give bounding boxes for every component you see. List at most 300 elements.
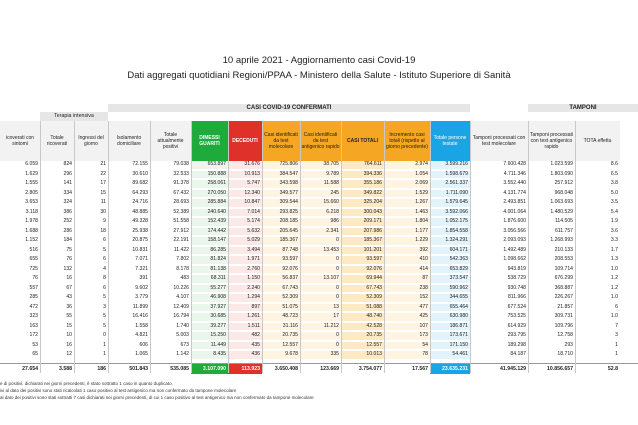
table-cell: 208.553 (554, 256, 573, 262)
totals-cell: 186 (97, 366, 106, 372)
table-cell: 1.978 (25, 218, 38, 224)
table-cell: 11.449 (191, 342, 228, 350)
table-cell: 1.150 (228, 275, 262, 283)
table-cell: 173 (384, 332, 430, 340)
column-divider (300, 121, 301, 373)
table-cell: 614.929 (507, 322, 526, 329)
table-cell: 410 (384, 256, 430, 264)
table-cell: 344.655 (430, 294, 470, 302)
footnote-1: e di positivi, dichiarati nei giorni precedenti, è stato sottratto 1 caso in quanto duplicato. (0, 381, 173, 386)
table-cell: 56.837 (262, 275, 300, 283)
table-cell: 55.277 (191, 285, 228, 293)
table-cell: 9.678 (262, 351, 300, 359)
table-cell: 52.309 (262, 294, 300, 302)
table-cell: 3.3 (610, 237, 618, 243)
table-row (0, 161, 638, 169)
table-cell: 20.735 (341, 332, 384, 340)
table-cell: 92.076 (262, 266, 300, 274)
table-cell: 1.529 (384, 190, 430, 198)
table-cell: 0 (300, 342, 341, 350)
table-cell: 1.579.645 (430, 199, 470, 207)
totals-cell: 3.588 (59, 366, 72, 372)
table-cell: 3.056.566 (503, 227, 526, 234)
table-cell: 653.897 (191, 161, 228, 169)
table-cell: 12.557 (262, 342, 300, 350)
table-cell: 2.493.851 (503, 199, 526, 205)
column-header-6: DECEDUTI (228, 121, 262, 161)
table-cell: 5 (103, 246, 106, 253)
table-cell: 189.298 (507, 341, 526, 348)
totals-cell: 3.107.090 (191, 364, 228, 374)
table-cell: 285 (29, 294, 38, 300)
table-cell: 516 (29, 246, 38, 253)
table-cell: 0 (300, 256, 341, 264)
table-cell: 152.439 (191, 218, 228, 226)
table-cell: 2.341 (300, 228, 341, 236)
table-row (0, 228, 638, 236)
table-cell: 54.461 (430, 351, 470, 359)
table-cell: 4.711.346 (503, 170, 526, 177)
table-cell: 335 (300, 351, 341, 359)
table-cell: 9.602 (135, 284, 148, 291)
table-cell: 185.367 (262, 237, 300, 245)
table-cell: 8.435 (191, 351, 228, 359)
table-cell: 0 (103, 332, 106, 338)
column-header-7: Casi identificati da test molecolare (262, 121, 300, 161)
table-cell: 1.268.993 (550, 237, 573, 243)
table-cell: 16 (66, 341, 72, 348)
column-divider (40, 121, 41, 373)
table-cell: 1.324.291 (430, 237, 470, 245)
totals-cell: 123.669 (320, 366, 339, 372)
table-cell: 7 (615, 322, 618, 329)
totals-cell: 23.635.231 (430, 364, 470, 374)
table-cell: 3.552.440 (503, 180, 526, 186)
totals-cell: 17.567 (412, 366, 428, 372)
table-cell: 1.261 (228, 313, 262, 321)
table-cell: 1.740 (176, 322, 189, 329)
table-cell: 12.340 (228, 190, 262, 198)
table-cell: 653.829 (430, 266, 470, 274)
totals-cell: 501.843 (129, 366, 148, 372)
table-cell: 2.561.337 (430, 180, 470, 188)
column-header-10: Incremento casi totali (rispetto al giorno precedente) (384, 121, 430, 161)
table-cell: 86.285 (191, 247, 228, 255)
table-cell: 93.597 (341, 256, 384, 264)
table-cell: 13 (300, 304, 341, 312)
table-cell: 76 (66, 256, 72, 262)
table-cell: 1.804 (384, 218, 430, 226)
table-cell: 373.547 (430, 275, 470, 283)
table-row (0, 266, 638, 274)
table-cell: 6.218 (300, 209, 341, 217)
table-cell: 482 (228, 332, 262, 340)
table-cell: 293 (564, 341, 573, 348)
table-cell: 368.887 (554, 284, 573, 291)
table-cell: 1.629 (25, 170, 38, 177)
table-cell: 21 (100, 161, 106, 167)
totals-cell: 3.650.408 (274, 366, 298, 372)
table-cell: 27.912 (173, 227, 189, 234)
table-cell: 89.682 (132, 180, 148, 186)
table-row (0, 275, 638, 283)
group-casi-confermati: CASI COVID-19 CONFERMATI (108, 104, 470, 112)
table-cell: 677.524 (507, 303, 526, 310)
column-header-9: CASI TOTALI (341, 121, 384, 161)
table-cell: 4.821 (135, 332, 148, 338)
table-cell: 93.597 (262, 256, 300, 264)
table-cell: 1.463 (384, 209, 430, 217)
table-cell: 355.186 (341, 180, 384, 188)
column-header-0: icoverati con sintomi (0, 121, 40, 161)
table-cell: 46.908 (191, 294, 228, 302)
table-cell: 483 (180, 275, 189, 281)
table-cell: 48.723 (262, 313, 300, 321)
table-cell: 20.875 (132, 237, 148, 243)
table-cell: 0 (300, 294, 341, 302)
table-cell: 8.6 (610, 161, 618, 167)
column-header-5: DIMESSI GUARITI (191, 121, 228, 161)
table-cell: 245 (300, 190, 341, 198)
table-cell: 4 (103, 265, 106, 272)
column-header-11: Totale persone testate (430, 121, 470, 161)
table-cell: 69.944 (341, 275, 384, 283)
table-cell: 67 (66, 284, 72, 291)
column-divider (470, 121, 471, 373)
table-cell: 209.171 (341, 218, 384, 226)
table-cell: 630.980 (430, 313, 470, 321)
column-divider (575, 121, 576, 373)
table-cell: 2.805 (25, 189, 38, 196)
table-cell: 1.023.599 (550, 161, 573, 167)
table-cell: 1.177 (384, 228, 430, 236)
table-cell: 270.050 (191, 190, 228, 198)
table-cell: 725.806 (262, 161, 300, 169)
table-cell: 92.076 (341, 266, 384, 274)
table-cell: 7.071 (135, 256, 148, 262)
table-cell: 109.796 (554, 322, 573, 329)
table-cell: 1.063.693 (550, 199, 573, 205)
table-cell: 897 (228, 304, 262, 312)
table-cell: 24.716 (132, 199, 148, 205)
table-cell: 1.152 (25, 237, 38, 243)
table-cell: 75 (66, 246, 72, 253)
table-cell: 4.107 (176, 294, 189, 300)
table-cell: 39.277 (191, 323, 228, 331)
table-row (0, 323, 638, 331)
table-cell: 753.525 (507, 313, 526, 319)
table-cell: 150.888 (191, 171, 228, 179)
table-cell: 606 (139, 341, 148, 348)
table-cell: 590.962 (430, 285, 470, 293)
table-cell: 286 (63, 227, 72, 234)
column-divider (262, 121, 263, 373)
table-cell: 3.5 (610, 199, 618, 205)
table-cell: 240.640 (191, 209, 228, 217)
table-cell: 435 (228, 342, 262, 350)
table-cell: 49.328 (132, 218, 148, 224)
table-cell: 1.2 (610, 284, 618, 291)
table-cell: 1.0 (610, 294, 618, 300)
table-row (0, 237, 638, 245)
table-cell: 72.155 (132, 161, 148, 167)
table-cell: 51.075 (262, 304, 300, 312)
table-cell: 1.480.529 (550, 208, 573, 215)
table-cell: 436 (228, 351, 262, 359)
table-cell: 325.204 (341, 199, 384, 207)
table-cell: 1.2 (610, 275, 618, 281)
footnote-3: al dato dei positivi sono stati sottratti 7 casi dichiarati nei giorni precedenti, di cui 1 caso positivo al test antigenico ma non confermato da tampone molecolare (0, 395, 314, 400)
table-cell: 414 (384, 266, 430, 274)
table-cell: 10.831 (132, 246, 148, 253)
table-cell: 343.598 (262, 180, 300, 188)
table-cell: 309.544 (262, 199, 300, 207)
table-cell: 3 (615, 332, 618, 338)
table-cell: 5 (103, 313, 106, 319)
column-divider (150, 121, 151, 373)
table-cell: 6 (103, 256, 106, 262)
table-cell: 38.705 (300, 161, 341, 169)
table-cell: 8.178 (176, 265, 189, 272)
table-cell: 205.645 (262, 228, 300, 236)
table-cell: 15.250 (191, 332, 228, 340)
table-cell: 334 (63, 189, 72, 196)
table-cell: 17 (100, 180, 106, 186)
table-row (0, 247, 638, 255)
table-cell: 15 (66, 322, 72, 329)
table-cell: 81.824 (191, 256, 228, 264)
table-cell: 3.8 (610, 180, 618, 186)
totals-cell: 41.945.129 (500, 366, 526, 372)
totals-cell: 52.8 (607, 366, 618, 372)
table-cell: 1 (103, 341, 106, 348)
table-cell: 107 (384, 323, 430, 331)
table-cell: 824 (63, 161, 72, 167)
table-cell: 1.803.090 (550, 170, 573, 177)
table-cell: 930.748 (507, 284, 526, 291)
table-cell: 1.854.558 (430, 228, 470, 236)
table-cell: 174.442 (191, 228, 228, 236)
table-cell: 141 (63, 180, 72, 186)
table-cell: 392 (384, 247, 430, 255)
table-cell: 25.938 (132, 227, 148, 234)
table-cell: 258.061 (191, 180, 228, 188)
table-cell: 323 (29, 313, 38, 319)
table-cell: 12 (66, 351, 72, 357)
table-row (0, 342, 638, 350)
table-cell: 185.367 (341, 237, 384, 245)
table-cell: 0 (300, 285, 341, 293)
table-cell: 425 (384, 313, 430, 321)
table-cell: 6.059 (25, 161, 38, 167)
column-divider (108, 121, 109, 373)
table-cell: 986 (300, 218, 341, 226)
table-cell: 11.422 (173, 246, 189, 253)
table-cell: 15.660 (300, 199, 341, 207)
column-divider (74, 121, 75, 373)
table-cell: 0 (300, 237, 341, 245)
table-cell: 2.069 (384, 180, 430, 188)
table-cell: 11 (100, 199, 106, 205)
table-cell: 18 (100, 227, 106, 234)
table-cell: 6 (103, 284, 106, 291)
table-cell: 43 (66, 294, 72, 300)
table-cell: 943.819 (507, 265, 526, 272)
table-cell: 1.229 (384, 237, 430, 245)
table-cell: 6 (103, 237, 106, 243)
table-cell: 1.511 (228, 323, 262, 331)
column-header-13: Tamponi processati con test antigenico rapido (528, 121, 575, 161)
table-cell: 5.4 (610, 208, 618, 215)
table-cell: 91.378 (173, 180, 189, 186)
table-cell: 285.884 (191, 199, 228, 207)
table-cell: 101.201 (341, 247, 384, 255)
table-cell: 28.693 (173, 199, 189, 205)
table-cell: 1.065 (135, 351, 148, 357)
column-header-4: Totale attualmente positivi (150, 121, 191, 161)
table-cell: 1.9 (610, 218, 618, 224)
totals-cell: 27.654 (22, 366, 38, 372)
column-header-14: TOTA effettu (575, 121, 620, 161)
table-cell: 207.986 (341, 228, 384, 236)
table-cell: 32.533 (173, 170, 189, 177)
table-cell: 226.267 (554, 294, 573, 300)
table-cell: 54 (384, 342, 430, 350)
table-cell: 1 (103, 351, 106, 357)
table-cell: 208.185 (262, 218, 300, 226)
table-cell: 186.871 (430, 323, 470, 331)
table-cell: 1.054 (384, 171, 430, 179)
column-header-3: Isolamento domiciliare (108, 121, 150, 161)
column-divider (528, 121, 529, 373)
column-divider (228, 121, 229, 373)
table-cell: 10.013 (341, 351, 384, 359)
table-row (0, 285, 638, 293)
table-row (0, 199, 638, 207)
table-cell: 349.577 (262, 190, 300, 198)
table-cell: 4.001.064 (503, 208, 526, 215)
table-cell: 172 (29, 332, 38, 338)
table-cell: 16 (66, 275, 72, 281)
column-header-2: Ingressi del giorno (74, 121, 108, 161)
table-cell: 3 (103, 303, 106, 310)
table-cell: 52.389 (173, 208, 189, 215)
table-cell: 0 (300, 266, 341, 274)
table-cell: 51.558 (173, 218, 189, 224)
table-cell: 42.528 (341, 323, 384, 331)
table-cell: 48.885 (132, 208, 148, 215)
table-cell: 173.671 (430, 332, 470, 340)
table-cell: 3.599.216 (430, 161, 470, 169)
table-cell: 11.588 (300, 180, 341, 188)
table-cell: 10.913 (228, 171, 262, 179)
table-cell: 252 (63, 218, 72, 224)
table-cell: 1.3 (610, 256, 618, 262)
table-cell: 1.0 (610, 265, 618, 272)
column-divider (384, 121, 385, 373)
table-cell: 48.740 (341, 313, 384, 321)
table-cell: 257.912 (554, 180, 573, 186)
table-row (0, 180, 638, 188)
table-cell: 65 (32, 351, 38, 357)
page-date-line: 10 aprile 2021 - Aggiornamento casi Covid-19 (222, 55, 416, 66)
table-cell: 64.293 (132, 189, 148, 196)
table-cell: 10.847 (228, 199, 262, 207)
table-cell: 9.789 (300, 171, 341, 179)
table-cell: 1.294 (228, 294, 262, 302)
table-cell: 184 (63, 237, 72, 243)
table-cell: 3.653 (25, 199, 38, 205)
table-cell: 84.187 (510, 351, 526, 357)
table-cell: 210.133 (554, 246, 573, 253)
table-cell: 67.432 (173, 189, 189, 196)
table-cell: 67.743 (262, 285, 300, 293)
column-divider (430, 121, 431, 373)
table-cell: 1.098.662 (503, 256, 526, 262)
table-cell: 2.974 (384, 161, 430, 169)
table-cell: 31.116 (262, 323, 300, 331)
table-cell: 87 (384, 275, 430, 283)
table-cell: 20.735 (262, 332, 300, 340)
table-cell: 1.688 (25, 227, 38, 234)
table-cell: 6.5 (610, 170, 618, 177)
table-cell: 36 (66, 303, 72, 310)
column-header-12: Tamponi processati con test molecolare (470, 121, 528, 161)
table-cell: 1.971 (228, 256, 262, 264)
table-row (0, 313, 638, 321)
table-cell: 542.363 (430, 256, 470, 264)
column-divider (191, 121, 192, 373)
table-cell: 296 (63, 170, 72, 177)
table-cell: 655.464 (430, 304, 470, 312)
table-row (0, 304, 638, 312)
table-cell: 725 (29, 265, 38, 272)
table-cell: 81.138 (191, 266, 228, 274)
table-cell: 5.632 (228, 228, 262, 236)
table-cell: 21.857 (557, 303, 573, 310)
table-cell: 7.600.428 (503, 161, 526, 167)
table-cell: 12.409 (173, 303, 189, 310)
table-cell: 1.052.175 (430, 218, 470, 226)
table-cell: 1.876.600 (503, 218, 526, 224)
table-cell: 5 (103, 322, 106, 329)
table-cell: 5.029 (228, 237, 262, 245)
footnote-2: ivi al dato dei positivi sono stati ricalcolati 1 caso positivo al test antigenico ma non confermato da tampone molecolare (0, 388, 237, 393)
table-cell: 8 (103, 275, 106, 281)
table-cell: 7.321 (135, 265, 148, 272)
table-cell: 6 (615, 303, 618, 310)
table-cell: 1.598.679 (430, 171, 470, 179)
table-cell: 764.611 (341, 161, 384, 169)
table-row (0, 171, 638, 179)
table-cell: 1.267 (384, 199, 430, 207)
table-cell: 394.336 (341, 171, 384, 179)
table-cell: 604.171 (430, 247, 470, 255)
table-cell: 55 (66, 313, 72, 319)
table-cell: 9 (103, 218, 106, 224)
table-cell: 132 (63, 265, 72, 272)
table-cell: 10.226 (173, 284, 189, 291)
table-cell: 472 (29, 303, 38, 310)
column-header-1: Totale ricoverati (40, 121, 74, 161)
table-cell: 3.6 (610, 227, 618, 234)
table-cell: 10 (66, 332, 72, 338)
table-cell: 109.714 (554, 265, 573, 272)
table-cell: 5.0 (610, 189, 618, 196)
column-divider (341, 121, 342, 373)
table-row (0, 209, 638, 217)
table-cell: 31.676 (228, 161, 262, 169)
